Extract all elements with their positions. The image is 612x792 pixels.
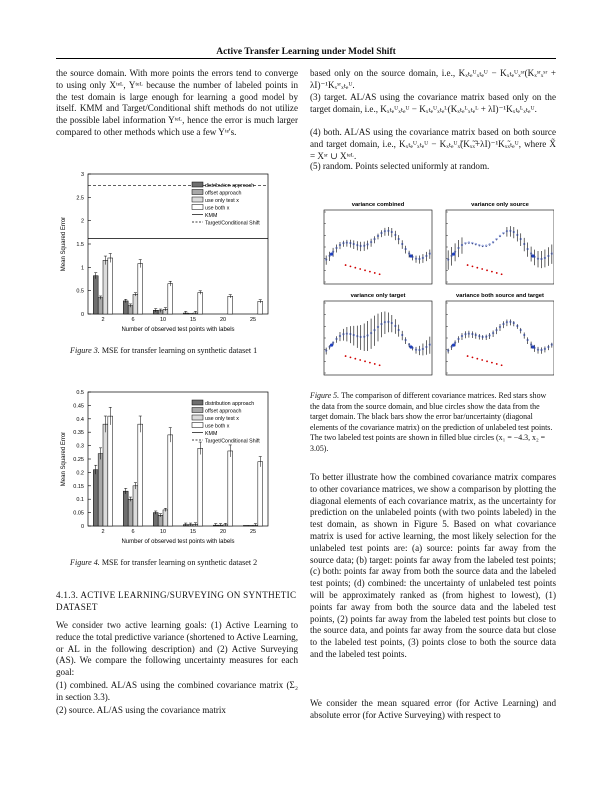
x-axis-label: Number of observed test points with labels bbox=[121, 327, 235, 333]
y-tick-label: 0.45 bbox=[73, 403, 84, 410]
bar bbox=[133, 294, 138, 314]
list-item-source: (2) source. AL/AS using the covariance matrix bbox=[56, 705, 226, 715]
header-rule bbox=[56, 58, 556, 59]
bar bbox=[228, 296, 233, 314]
source-cov-continued: based only on the source domain, i.e., Kₓₜₑᵁₓₜₑᵁ − Kₓₜₑᵁₓˢʳ(Kₓˢʳₓˢʳ + λI)⁻¹Kₓˢʳₓₜₑᵁ. bbox=[310, 68, 556, 90]
y-tick-label: 0.3 bbox=[76, 443, 84, 450]
y-tick-label: 0.4 bbox=[76, 416, 84, 423]
bar bbox=[108, 416, 113, 526]
source-point bbox=[491, 362, 493, 364]
y-axis-label: Mean Squared Error bbox=[61, 431, 67, 487]
labeled-test-point bbox=[452, 252, 455, 255]
active-learning-goals: We consider two active learning goals: (1) Active Learning to reduce the total predictive variance (shortened to Active Learning, or AL in the following description) and (2) Active Surveying (AS). We compare the following uncertainty measures for each goal: bbox=[56, 620, 298, 678]
source-point bbox=[364, 360, 366, 362]
x-tick-label: 6 bbox=[131, 317, 135, 323]
y-tick-label: 2.5 bbox=[76, 195, 84, 202]
panel-plot bbox=[446, 210, 554, 284]
bar bbox=[133, 486, 138, 526]
bar bbox=[108, 258, 113, 314]
figure5-caption-text: The comparison of different covariance matrices. Red stars show the data from the source domain, and blue circles show the data from the target domain. The black bars show the error bar/uncertainty (diagonal elements of the covariance matrix) on the prediction of unlabeled test points. The two labeled test points are shown in filled blue circles (x₁ = −4.3, x₂ = 3.05). bbox=[310, 391, 553, 453]
figure5-panel bbox=[324, 202, 432, 284]
figure4-caption bbox=[70, 558, 300, 569]
legend-label: Target/Conditional Shift bbox=[205, 220, 260, 227]
bar bbox=[138, 424, 143, 526]
x-tick-label: 2 bbox=[101, 529, 105, 535]
list-item-target: (3) target. AL/AS using the covariance matrix based only on the target domain, i.e., Kₓₜₑᵁₓₜₑᵁ − Kₓₜₑᵁₓₜₑᴸ(Kₓₜₑᴸₓₜₑᴸ + λI)⁻¹Kₓₜₑᴸₓₜₑᵁ. bbox=[310, 92, 556, 114]
source-point bbox=[472, 265, 474, 267]
figure5-panels bbox=[314, 198, 554, 376]
mse-paragraph: We consider the mean squared error (for Active Learning) and absolute error (for Active Surveying) with respect to bbox=[310, 698, 556, 720]
bar bbox=[93, 470, 98, 526]
figure3-caption bbox=[70, 346, 300, 357]
source-point bbox=[501, 273, 503, 275]
y-axis-label: Mean Squared Error bbox=[61, 216, 67, 272]
y-tick-label: 1.5 bbox=[76, 242, 84, 248]
legend-label: Target/Conditional Shift bbox=[205, 438, 260, 445]
source-point bbox=[369, 271, 371, 273]
section-heading: 4.1.3. ACTIVE LEARNING/SURVEYING ON SYNTHETIC DATASET bbox=[56, 590, 297, 612]
source-point bbox=[467, 264, 469, 266]
bar bbox=[168, 435, 173, 526]
panel-title: variance only target bbox=[350, 293, 406, 299]
bar bbox=[103, 424, 108, 526]
legend-label: distribution approach bbox=[205, 183, 255, 189]
bar bbox=[228, 451, 233, 526]
list-item-combined: (1) combined. AL/AS using the combined covariance matrix (Σ₂ in section 3.3). bbox=[56, 680, 298, 702]
y-tick-label: 0.1 bbox=[76, 497, 84, 504]
source-point bbox=[496, 363, 498, 365]
source-point bbox=[374, 272, 376, 274]
source-point bbox=[486, 269, 488, 271]
bar bbox=[198, 293, 203, 314]
figure4-chart bbox=[56, 384, 298, 546]
panel-plot bbox=[324, 301, 432, 375]
figure4-label: Figure 4. bbox=[70, 558, 100, 567]
y-tick-label: 0.25 bbox=[73, 457, 84, 463]
x-tick-label: 10 bbox=[159, 317, 167, 323]
legend-label: offset approach bbox=[205, 190, 242, 197]
intro-paragraph: the source domain. With more points the errors tend to converge to using only Xᵗᵉᴸ, Yᵗᵉᴸ because the number of labeled points in the test domain is large enough for learning a good model by itself. KMM and Target/Conditional shift methods do not utilize the possible label information Yᵗᵉᴸ, hence the error is much larger compared to other methods which use a few Yᵗᵉ's. bbox=[56, 68, 298, 137]
y-tick-label: 0 bbox=[80, 524, 84, 530]
x-tick-label: 20 bbox=[219, 529, 227, 535]
bar bbox=[123, 301, 128, 314]
x-tick-label: 10 bbox=[159, 529, 167, 535]
bar bbox=[123, 491, 128, 526]
running-header: Active Transfer Learning under Model Shift bbox=[216, 47, 396, 57]
illustration-paragraph: To better illustrate how the combined covariance matrix compares to other covariance matrices, we show a comparison by plotting the diagonal elements of each covariance matrix, as the uncertainty for prediction on the unlabeled points (with two points labeled) in the test domain, as shown in Figure 5. Based on what covariance matrix is used for active learning, the most likely selection for the unlabeled test points are: (a) source: points far away from the source data; (b) target: points far away from the labeled test points; (c) both: points far away from both the source data and the labeled test points; (d) combined: the uncertainty of unlabeled test points will be approximately ranked as (from highest to lowest), (1) points far away from both the source data and the labeled test points, (2) points far away from the labeled test points but close to the source data, and points far away from the source data but close to the labeled test points, (3) points close to both the source data and the labeled test points. bbox=[310, 472, 556, 659]
labeled-test-point bbox=[409, 345, 412, 348]
x-tick-label: 2 bbox=[101, 317, 105, 323]
labeled-test-point bbox=[330, 343, 333, 346]
bar bbox=[103, 260, 108, 314]
figure5-caption bbox=[310, 391, 556, 454]
source-point bbox=[354, 267, 356, 269]
panel-title: variance only source bbox=[471, 202, 529, 208]
source-point bbox=[476, 267, 478, 269]
legend-label: use only test x bbox=[205, 416, 239, 422]
source-point bbox=[374, 363, 376, 365]
list-item-random: (5) random. Points selected uniformly at random. bbox=[310, 161, 490, 171]
figure3-caption-text: MSE for transfer learning on synthetic dataset 1 bbox=[101, 346, 258, 355]
legend-label: use only test x bbox=[205, 198, 239, 204]
figure5-label: Figure 5. bbox=[310, 391, 340, 400]
legend-label: distribution approach bbox=[205, 401, 255, 407]
panel-plot bbox=[324, 210, 432, 284]
x-axis-label: Number of observed test points with labels bbox=[121, 539, 235, 545]
source-point bbox=[486, 360, 488, 362]
source-point bbox=[501, 364, 503, 366]
legend-label: offset approach bbox=[205, 408, 242, 415]
y-tick-label: 0.5 bbox=[76, 390, 84, 396]
labeled-test-point bbox=[452, 343, 455, 346]
source-point bbox=[350, 356, 352, 358]
source-point bbox=[481, 268, 483, 270]
bar bbox=[98, 298, 103, 314]
legend-label: KMM bbox=[205, 213, 218, 219]
y-tick-label: 2 bbox=[80, 218, 84, 225]
legend-swatch bbox=[192, 423, 203, 428]
source-point bbox=[359, 268, 361, 270]
figure5-panel bbox=[446, 202, 554, 284]
y-tick-label: 1 bbox=[80, 265, 84, 272]
legend-label: KMM bbox=[205, 431, 218, 437]
bar bbox=[138, 264, 143, 314]
panel-title: variance both source and target bbox=[456, 293, 544, 299]
labeled-test-point bbox=[531, 254, 534, 257]
bar bbox=[248, 525, 253, 526]
legend-label: use both x bbox=[205, 205, 230, 212]
source-point bbox=[350, 265, 352, 267]
source-point bbox=[476, 358, 478, 360]
legend-swatch bbox=[192, 182, 203, 187]
y-tick-label: 3 bbox=[80, 172, 84, 178]
figure5-panel bbox=[324, 293, 432, 375]
source-point bbox=[345, 355, 347, 357]
panel-plot bbox=[446, 301, 554, 375]
y-tick-label: 0 bbox=[80, 312, 84, 318]
panel-title: variance combined bbox=[351, 202, 405, 208]
x-tick-label: 6 bbox=[131, 529, 135, 535]
bar bbox=[98, 454, 103, 526]
source-point bbox=[369, 362, 371, 364]
legend-label: use both x bbox=[205, 423, 230, 430]
x-tick-label: 25 bbox=[249, 529, 257, 535]
source-point bbox=[379, 364, 381, 366]
source-point bbox=[472, 356, 474, 358]
figure3-label: Figure 3. bbox=[70, 346, 100, 355]
legend-swatch bbox=[192, 205, 203, 210]
bar bbox=[153, 513, 158, 526]
figure4-caption-text: MSE for transfer learning on synthetic dataset 2 bbox=[101, 558, 258, 567]
source-point bbox=[481, 359, 483, 361]
y-tick-label: 0.05 bbox=[73, 510, 84, 517]
bar bbox=[163, 510, 168, 526]
y-tick-label: 0.15 bbox=[73, 483, 84, 490]
bar bbox=[198, 448, 203, 526]
source-point bbox=[379, 273, 381, 275]
x-tick-label: 15 bbox=[189, 529, 197, 535]
labeled-test-point bbox=[330, 252, 333, 255]
source-point bbox=[359, 359, 361, 361]
labeled-test-point bbox=[531, 345, 534, 348]
legend-swatch bbox=[192, 415, 203, 420]
x-tick-label: 20 bbox=[219, 317, 227, 323]
y-tick-label: 0.5 bbox=[76, 288, 84, 295]
bar bbox=[93, 276, 98, 314]
source-point bbox=[364, 269, 366, 271]
source-point bbox=[496, 272, 498, 274]
source-point bbox=[491, 271, 493, 273]
y-tick-label: 0.2 bbox=[76, 470, 84, 477]
labeled-test-point bbox=[409, 254, 412, 257]
bar bbox=[258, 301, 263, 314]
legend-swatch bbox=[192, 197, 203, 202]
source-point bbox=[354, 358, 356, 360]
legend-swatch bbox=[192, 400, 203, 405]
bar bbox=[128, 499, 133, 526]
list-item-both: (4) both. AL/AS using the covariance matrix based on both source and target domain, i.e., Kₓₜₑᵁₓₜₑᵁ − Kₓₜₑᵁₓ̃(Kₓ̃ₓ̃+λI)⁻¹Kₓ̃ₓₜₑᵁ, where X̃ = Xˢʳ ∪ Xᵗᵉᴸ. bbox=[310, 127, 556, 161]
bar bbox=[258, 462, 263, 526]
bar bbox=[168, 284, 173, 314]
y-tick-label: 0.35 bbox=[73, 430, 84, 437]
legend-swatch bbox=[192, 190, 203, 195]
source-point bbox=[467, 355, 469, 357]
legend-swatch bbox=[192, 408, 203, 413]
x-tick-label: 15 bbox=[189, 317, 197, 323]
source-point bbox=[345, 264, 347, 266]
figure3-chart bbox=[56, 166, 298, 334]
bar bbox=[243, 525, 248, 526]
figure5-panel bbox=[446, 293, 554, 375]
x-tick-label: 25 bbox=[249, 317, 257, 323]
